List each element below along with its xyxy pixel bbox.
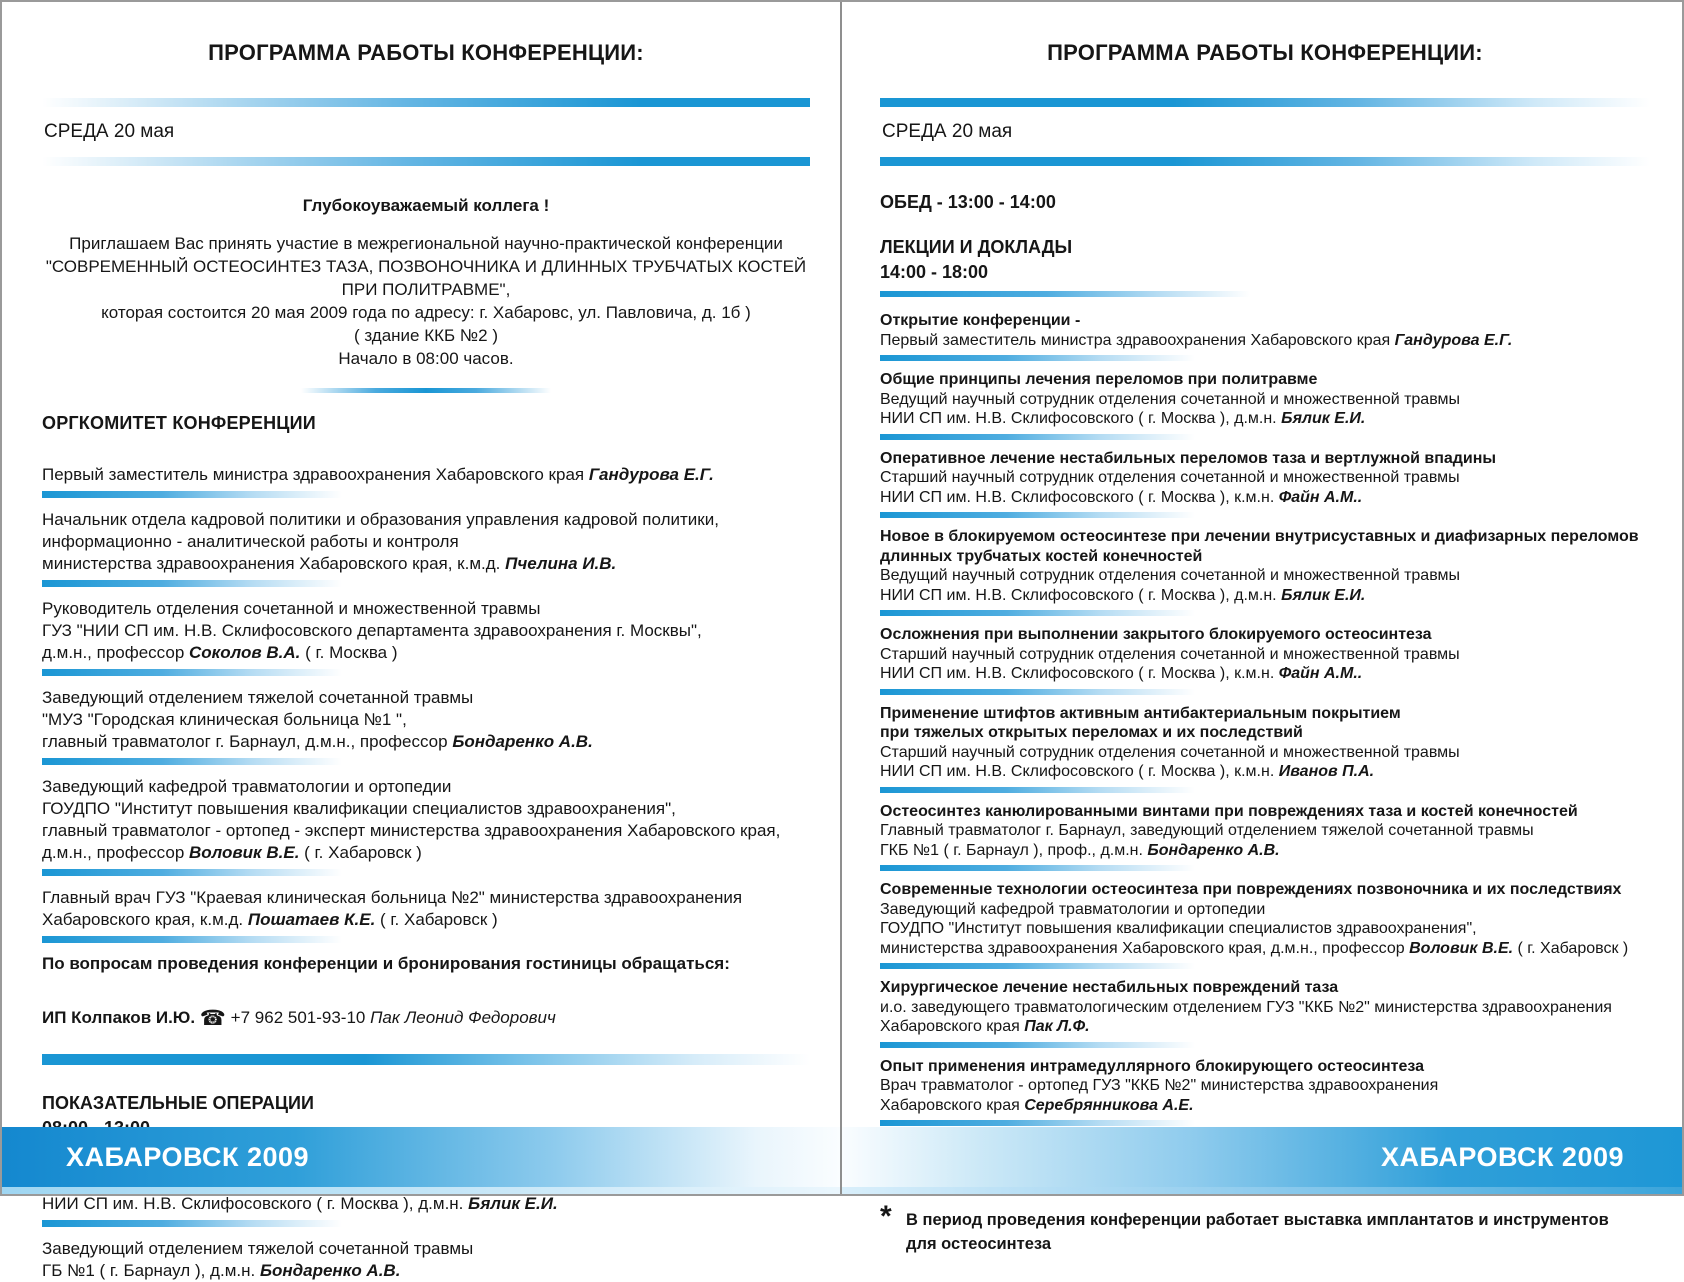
day-label: СРЕДА 20 мая bbox=[882, 121, 1013, 142]
text-line bbox=[880, 841, 1650, 861]
text-segment: Бондаренко А.В. bbox=[259, 1261, 401, 1280]
text-segment: ( г. Хабаровск ) bbox=[1513, 939, 1629, 957]
text-segment: Старший научный сотрудник отделения сочетанной и множественной травмы bbox=[880, 645, 1460, 663]
section-divider bbox=[880, 355, 1195, 361]
text-segment: Современные технологии остеосинтеза при повреждениях позвоночника и их последствиях bbox=[880, 881, 1622, 898]
text-line bbox=[42, 687, 810, 709]
section-divider bbox=[880, 1120, 1195, 1126]
section-divider bbox=[880, 689, 1195, 695]
section-divider bbox=[880, 610, 1195, 616]
left-page-content bbox=[2, 2, 840, 1282]
text-line bbox=[880, 821, 1650, 841]
text-line bbox=[42, 1260, 810, 1282]
text-line bbox=[42, 1238, 810, 1260]
demo-entry bbox=[42, 1238, 810, 1282]
section-divider bbox=[42, 491, 342, 498]
text-segment: ГОУДПО "Институт повышения квалификации специалистов здравоохранения", bbox=[880, 920, 1477, 937]
talks-list bbox=[880, 311, 1650, 1126]
text-segment: Бондаренко А.В. bbox=[1147, 841, 1280, 859]
talk-entry bbox=[880, 880, 1650, 958]
section-divider bbox=[42, 758, 342, 765]
text-segment: ( здание ККБ №2 ) bbox=[353, 326, 498, 345]
text-segment: Воловик В.Е. bbox=[189, 843, 300, 862]
text-segment: Первый заместитель министра здравоохранения Хабаровского края bbox=[880, 331, 1395, 349]
invitation-text bbox=[42, 232, 810, 370]
footer-stripe bbox=[842, 1187, 1682, 1194]
section-divider bbox=[42, 936, 342, 943]
text-line bbox=[42, 531, 810, 553]
text-segment: Соколов В.А. bbox=[189, 643, 301, 662]
text-segment: при тяжелых открытых переломах и их последствий bbox=[880, 724, 1303, 741]
text-line bbox=[42, 509, 810, 531]
text-segment: НИИ СП им. Н.В. Склифосовского ( г. Москва ), д.м.н. bbox=[880, 586, 1282, 604]
text-line bbox=[42, 232, 810, 255]
center-gradient-divider bbox=[301, 388, 551, 393]
text-segment: Главный врач ГУЗ "Краевая клиническая больница №2" министерства здравоохранения bbox=[42, 888, 743, 907]
text-line bbox=[42, 909, 810, 931]
text-line bbox=[880, 645, 1650, 665]
text-segment: "МУЗ "Городская клиническая больница №1 ", bbox=[42, 710, 407, 729]
section-divider bbox=[42, 580, 342, 587]
gradient-divider bbox=[880, 98, 1650, 107]
text-segment: ИП Колпаков И.Ю. bbox=[42, 1008, 200, 1027]
orgcom-entry bbox=[42, 598, 810, 664]
text-segment: Начало в 08:00 часов. bbox=[338, 349, 514, 368]
text-segment: информационно - аналитической работы и контроля bbox=[42, 532, 459, 551]
asterisk-icon: * bbox=[880, 1200, 892, 1233]
text-segment: главный травматолог г. Барнаул, д.м.н., профессор bbox=[42, 732, 453, 751]
text-line bbox=[880, 586, 1650, 606]
text-segment: Воловик В.Е. bbox=[1409, 939, 1514, 957]
orgcom-entry bbox=[42, 464, 810, 486]
text-segment: ПОКАЗАТЕЛЬНЫЕ ОПЕРАЦИИ bbox=[42, 1093, 314, 1113]
section-divider bbox=[880, 787, 1195, 793]
text-line bbox=[42, 347, 810, 370]
gradient-divider bbox=[42, 157, 810, 166]
text-segment: министерства здравоохранения Хабаровского края, д.м.н., профессор bbox=[880, 939, 1410, 957]
text-segment: Бялик Е.И. bbox=[1281, 586, 1366, 604]
text-line bbox=[42, 1091, 810, 1116]
text-segment: министерства здравоохранения Хабаровского края, к.м.д. bbox=[42, 554, 506, 573]
text-line bbox=[880, 488, 1650, 508]
talk-entry bbox=[880, 802, 1650, 861]
text-segment: Старший научный сотрудник отделения сочетанной и множественной травмы bbox=[880, 743, 1460, 761]
gradient-divider bbox=[880, 291, 1250, 297]
text-segment: НИИ СП им. Н.В. Склифосовского ( г. Москва ), д.м.н. bbox=[880, 410, 1282, 427]
footnote-text bbox=[906, 1208, 1650, 1256]
phone-icon: ☎ bbox=[199, 1007, 226, 1030]
text-segment: Заведующий отделением тяжелой сочетанной травмы bbox=[42, 688, 474, 707]
contact-heading: По вопросам проведения конференции и бронирования гостиницы обращаться: bbox=[42, 954, 730, 973]
text-segment: Бялик Е.И. bbox=[468, 1194, 558, 1213]
text-line bbox=[42, 553, 810, 575]
text-line bbox=[42, 620, 810, 642]
text-segment: Бондаренко А.В. bbox=[452, 732, 593, 751]
text-segment: которая состоится 20 мая 2009 года по адресу: г. Хабаровс, ул. Павловича, д. 1б ) bbox=[101, 303, 751, 322]
text-segment: Заведующий отделением тяжелой сочетанной травмы bbox=[42, 1239, 474, 1258]
text-segment: для остеосинтеза bbox=[906, 1235, 1052, 1253]
exhibition-footnote bbox=[880, 1200, 1650, 1256]
text-segment: Бялик Е.И. bbox=[1281, 410, 1366, 427]
text-segment: Общие принципы лечения переломов при политравме bbox=[880, 371, 1318, 388]
text-line bbox=[42, 1008, 810, 1028]
lunch-heading: ОБЕД - 13:00 - 14:00 bbox=[880, 192, 1056, 212]
text-line bbox=[880, 762, 1650, 782]
text-line bbox=[880, 547, 1650, 567]
footer-stripe bbox=[2, 1187, 840, 1194]
text-line bbox=[880, 1096, 1650, 1116]
text-line bbox=[880, 527, 1650, 547]
left-page bbox=[2, 2, 842, 1280]
thick-gradient-divider bbox=[42, 1054, 810, 1065]
section-divider bbox=[880, 1042, 1195, 1048]
text-segment: д.м.н., профессор bbox=[42, 643, 189, 662]
text-line bbox=[880, 331, 1650, 351]
text-line bbox=[42, 798, 810, 820]
section-divider bbox=[880, 963, 1195, 969]
gradient-divider bbox=[42, 98, 810, 107]
text-segment: и.о. заведующего травматологическим отделением ГУЗ "ККБ №2" министерства здравоохранения bbox=[880, 998, 1612, 1016]
text-segment: "СОВРЕМЕННЫЙ ОСТЕОСИНТЕЗ ТАЗА, ПОЗВОНОЧНИКА И ДЛИННЫХ ТРУБЧАТЫХ КОСТЕЙ bbox=[45, 257, 807, 276]
footer-band bbox=[842, 1127, 1682, 1187]
text-line bbox=[906, 1208, 1650, 1232]
greeting-line: Глубокоуважаемый коллега ! bbox=[302, 196, 550, 215]
text-segment: Первый заместитель министра здравоохранения Хабаровского края bbox=[42, 465, 589, 484]
talk-entry bbox=[880, 978, 1650, 1037]
text-segment: Осложнения при выполнении закрытого блокируемого остеосинтеза bbox=[880, 626, 1432, 643]
text-segment: ЛЕКЦИИ И ДОКЛАДЫ bbox=[880, 237, 1073, 257]
section-divider bbox=[42, 1220, 342, 1227]
right-page-content bbox=[842, 2, 1682, 1256]
text-line bbox=[880, 468, 1650, 488]
text-line bbox=[880, 625, 1650, 645]
text-line bbox=[42, 301, 810, 324]
text-segment: ГОУДПО "Институт повышения квалификации специалистов здравоохранения", bbox=[42, 799, 676, 818]
text-segment: Файн А.М.. bbox=[1278, 665, 1363, 682]
text-segment: Ведущий научный сотрудник отделения сочетанной и множественной травмы bbox=[880, 390, 1461, 408]
text-line bbox=[880, 919, 1650, 939]
text-segment: НИИ СП им. Н.В. Склифосовского ( г. Москва ), к.м.н. bbox=[880, 763, 1279, 780]
text-line bbox=[880, 664, 1650, 684]
orgcom-entry bbox=[42, 687, 810, 753]
lectures-heading bbox=[880, 235, 1650, 285]
talk-entry bbox=[880, 704, 1650, 782]
text-line bbox=[880, 449, 1650, 469]
gradient-divider bbox=[880, 157, 1650, 166]
text-line bbox=[880, 311, 1650, 331]
text-line bbox=[880, 978, 1650, 998]
text-line bbox=[880, 409, 1650, 429]
contact-line bbox=[42, 1008, 810, 1028]
text-segment: Гандурова Е.Г. bbox=[588, 465, 714, 484]
orgcom-list bbox=[42, 464, 810, 943]
text-segment: Иванов П.А. bbox=[1278, 763, 1375, 780]
text-segment: Пак Л.Ф. bbox=[1024, 1018, 1090, 1035]
text-segment: ( г. Хабаровск ) bbox=[375, 910, 498, 929]
page-title: ПРОГРАММА РАБОТЫ КОНФЕРЕНЦИИ: bbox=[208, 40, 644, 65]
talk-entry bbox=[880, 527, 1650, 605]
text-line bbox=[880, 880, 1650, 900]
text-line bbox=[42, 820, 810, 842]
text-segment: главный травматолог - ортопед - эксперт министерства здравоохранения Хабаровского края, bbox=[42, 821, 781, 840]
text-line bbox=[880, 390, 1650, 410]
text-segment: НИИ СП им. Н.В. Склифосовского ( г. Москва ), д.м.н. bbox=[42, 1194, 469, 1213]
text-line bbox=[42, 887, 810, 909]
text-segment: ГУЗ "НИИ СП им. Н.В. Склифосовского департамента здравоохранения г. Москвы", bbox=[42, 621, 702, 640]
text-line bbox=[880, 1017, 1650, 1037]
text-segment: Пак Леонид Федорович bbox=[370, 1008, 556, 1027]
page-title: ПРОГРАММА РАБОТЫ КОНФЕРЕНЦИИ: bbox=[1047, 40, 1483, 65]
text-line bbox=[42, 776, 810, 798]
text-line bbox=[880, 370, 1650, 390]
footer-band bbox=[2, 1127, 840, 1187]
text-line bbox=[880, 1076, 1650, 1096]
text-line bbox=[42, 731, 810, 753]
text-segment: Серебрянникова А.Е. bbox=[1024, 1096, 1194, 1114]
text-line bbox=[880, 998, 1650, 1018]
text-segment: Ведущий научный сотрудник отделения сочетанной и множественной травмы bbox=[880, 567, 1461, 584]
text-line bbox=[880, 260, 1650, 285]
text-segment: Заведующий кафедрой травматологии и ортопедии bbox=[42, 777, 452, 796]
text-line bbox=[42, 642, 810, 664]
talk-entry bbox=[880, 449, 1650, 508]
text-segment: ГБ №1 ( г. Барнаул ), д.м.н. bbox=[42, 1261, 260, 1280]
text-segment: ГКБ №1 ( г. Барнаул ), проф., д.м.н. bbox=[880, 841, 1148, 859]
orgcom-entry bbox=[42, 776, 810, 864]
text-segment: Гандурова Е.Г. bbox=[1394, 331, 1513, 349]
text-segment: Заведующий кафедрой травматологии и ортопедии bbox=[880, 900, 1266, 918]
talk-entry bbox=[880, 1057, 1650, 1116]
text-segment: Врач травматолог - ортопед ГУЗ "ККБ №2" министерства здравоохранения bbox=[880, 1077, 1439, 1094]
text-segment: д.м.н., профессор bbox=[42, 843, 189, 862]
text-line bbox=[42, 598, 810, 620]
text-line bbox=[880, 939, 1650, 959]
section-divider bbox=[42, 669, 342, 676]
text-segment: Руководитель отделения сочетанной и множественной травмы bbox=[42, 599, 541, 618]
day-label: СРЕДА 20 мая bbox=[44, 121, 175, 142]
text-segment: Остеосинтез канюлированными винтами при повреждениях таза и костей конечностей bbox=[880, 802, 1578, 820]
text-segment: 14:00 - 18:00 bbox=[880, 262, 989, 282]
text-segment: НИИ СП им. Н.В. Склифосовского ( г. Москва ), к.м.н. bbox=[880, 665, 1279, 682]
text-line bbox=[42, 709, 810, 731]
text-segment: В период проведения конференции работает выставка имплантатов и инструментов bbox=[906, 1211, 1609, 1229]
text-line bbox=[42, 255, 810, 278]
text-line bbox=[880, 900, 1650, 920]
text-segment: Оперативное лечение нестабильных переломов таза и вертлужной впадины bbox=[880, 449, 1497, 467]
text-segment: Пошатаев К.Е. bbox=[247, 910, 376, 929]
text-line bbox=[906, 1232, 1650, 1256]
talk-entry bbox=[880, 370, 1650, 429]
text-line bbox=[880, 723, 1650, 743]
text-segment: Начальник отдела кадровой политики и образования управления кадровой политики, bbox=[42, 510, 719, 529]
talk-entry bbox=[880, 311, 1650, 350]
text-segment: +7 962 501-93-10 bbox=[225, 1008, 371, 1027]
text-segment: ( г. Хабаровск ) bbox=[299, 843, 422, 862]
text-line bbox=[42, 464, 810, 486]
text-segment: ( г. Москва ) bbox=[300, 643, 398, 662]
text-segment: Хабаровского края bbox=[880, 1018, 1025, 1035]
text-segment: Пчелина И.В. bbox=[505, 554, 617, 573]
text-segment: Хабаровского края bbox=[880, 1096, 1025, 1114]
text-segment: Хирургическое лечение нестабильных повреждений таза bbox=[880, 979, 1339, 996]
text-line bbox=[42, 1193, 810, 1215]
text-line bbox=[42, 842, 810, 864]
text-segment: НИИ СП им. Н.В. Склифосовского ( г. Москва ), к.м.н. bbox=[880, 488, 1279, 506]
footer-label: ХАБАРОВСК 2009 bbox=[66, 1141, 310, 1172]
text-line bbox=[880, 566, 1650, 586]
right-page bbox=[842, 2, 1682, 1253]
talk-entry bbox=[880, 625, 1650, 684]
text-segment: Применение штифтов активным антибактериальным покрытием bbox=[880, 704, 1401, 722]
text-line bbox=[880, 235, 1650, 260]
orgcom-entry bbox=[42, 887, 810, 931]
section-divider bbox=[880, 434, 1195, 440]
text-segment: ПРИ ПОЛИТРАВМЕ", bbox=[341, 280, 511, 299]
text-line bbox=[880, 704, 1650, 724]
text-line bbox=[880, 743, 1650, 763]
orgcom-entry bbox=[42, 509, 810, 575]
text-line bbox=[42, 324, 810, 347]
text-segment: Открытие конференции - bbox=[880, 312, 1081, 329]
text-line bbox=[880, 802, 1650, 822]
text-segment: Хабаровского края, к.м.д. bbox=[42, 910, 248, 929]
text-segment: Файн А.М.. bbox=[1278, 488, 1363, 506]
section-divider bbox=[880, 865, 1195, 871]
text-segment: Главный травматолог г. Барнаул, заведующий отделением тяжелой сочетанной травмы bbox=[880, 822, 1534, 839]
text-line bbox=[880, 1057, 1650, 1077]
footer-label: ХАБАРОВСК 2009 bbox=[1380, 1141, 1624, 1172]
text-segment: длинных трубчатых костей конечностей bbox=[880, 547, 1203, 565]
orgcom-heading: ОРГКОМИТЕТ КОНФЕРЕНЦИИ bbox=[42, 413, 316, 433]
text-segment: Приглашаем Вас принять участие в межрегиональной научно-практической конференции bbox=[69, 234, 783, 253]
section-divider bbox=[880, 512, 1195, 518]
text-line bbox=[42, 278, 810, 301]
section-divider bbox=[42, 869, 342, 876]
text-segment: Новое в блокируемом остеосинтезе при лечении внутрисуставных и диафизарных переломов bbox=[880, 528, 1639, 545]
text-segment: Старший научный сотрудник отделения сочетанной и множественной травмы bbox=[880, 469, 1460, 486]
text-segment: Опыт применения интрамедуллярного блокирующего остеосинтеза bbox=[880, 1057, 1425, 1075]
